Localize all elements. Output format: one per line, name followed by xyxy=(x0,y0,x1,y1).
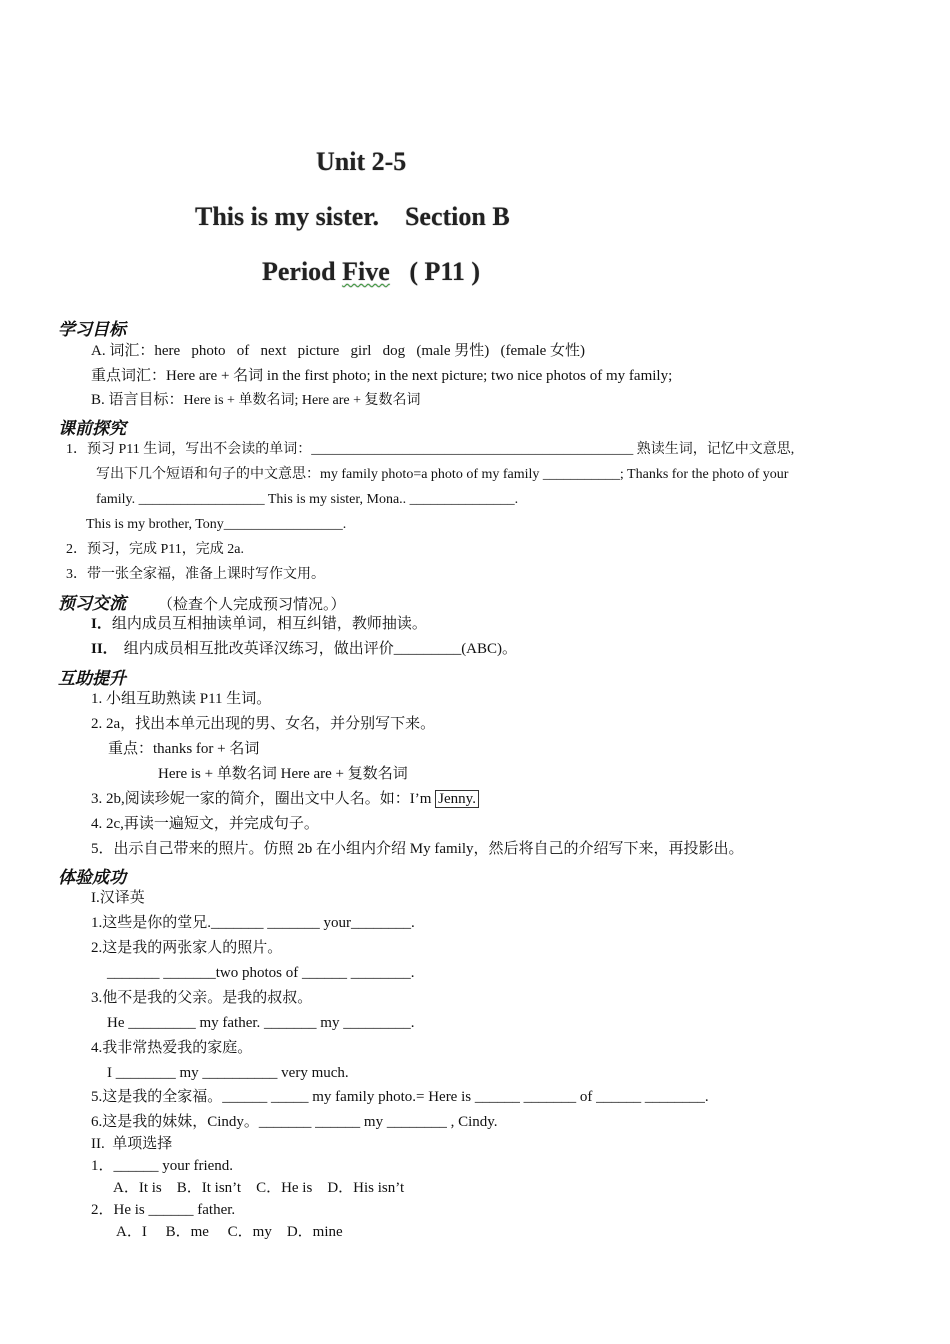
preview-item-1-cont2: family. __________________ This is my sister, Mona.. _______________. xyxy=(96,492,519,507)
heading-preview-exchange-text: 预习交流 xyxy=(58,594,126,614)
translate-q6: 6.这是我的妹妹，Cindy。_______ ______ my ________ , Cindy. xyxy=(91,1114,498,1130)
help-key-point-2: Here is + 单数名词 Here are + 复数名词 xyxy=(158,766,408,782)
help-item-4: 4. 2c,再读一遍短文，并完成句子。 xyxy=(91,816,319,832)
translate-q2: 2.这是我的两张家人的照片。 xyxy=(91,940,283,956)
choice-q1-options: A．It is B．It isn’t C．He is D．His isn’t xyxy=(113,1180,405,1196)
exchange-item-1-text: 组内成员互相抽读单词，相互纠错，教师抽读。 xyxy=(111,616,427,632)
translate-q4-answer: I ________ my __________ very much. xyxy=(107,1065,349,1081)
translate-q3: 3.他不是我的父亲。是我的叔叔。 xyxy=(91,990,313,1006)
heading-mutual-help: 互助提升 xyxy=(58,669,126,689)
part-2-title: II. 单项选择 xyxy=(91,1136,173,1152)
translate-q5: 5.这是我的全家福。______ _____ my family photo.= Here is ______ _______ of ______ ________. xyxy=(91,1089,709,1105)
circled-name-jenny: Jenny. xyxy=(435,790,479,808)
exchange-item-2-text: 组内成员相互批改英译汉练习，做出评价_________(ABC)。 xyxy=(123,641,518,657)
help-item-2: 2. 2a，找出本单元出现的男、女名，并分别写下来。 xyxy=(91,716,436,732)
choice-q2-options: A．I B．me C．my D．mine xyxy=(116,1224,343,1240)
preview-item-2: 2．预习，完成 P11，完成 2a. xyxy=(66,542,244,557)
help-key-point: 重点：thanks for + 名词 xyxy=(108,741,260,757)
help-item-5: 5．出示自己带来的照片。仿照 2b 在小组内介绍 My family，然后将自己的介绍写下来，再投影出。 xyxy=(91,841,744,857)
translate-q1: 1.这些是你的堂兄._______ _______ your________. xyxy=(91,915,415,931)
translate-q4: 4.我非常热爱我的家庭。 xyxy=(91,1040,253,1056)
heading-learning-goals: 学习目标 xyxy=(58,320,126,340)
translate-q3-answer: He _________ my father. _______ my _________. xyxy=(107,1015,415,1031)
help-item-3 xyxy=(91,789,479,809)
preview-item-1: 1．预习 P11 生词，写出不会读的单词：______________________________________________ 熟读生词，记忆中文意思, xyxy=(66,442,795,457)
heading-preview-exchange-note: （检查个人完成预习情况。） xyxy=(158,597,346,613)
exchange-item-2-num: II． xyxy=(91,641,118,657)
exchange-item-1-num: I． xyxy=(91,616,112,632)
help-item-3-text: 3. 2b,阅读珍妮一家的简介，圈出文中人名。如：I’m xyxy=(91,791,436,807)
goal-language-label: B. 语言目标： xyxy=(91,392,184,408)
goal-language-text: Here is + 单数名词; Here are + 复数名词 xyxy=(183,393,421,408)
period-title xyxy=(262,257,480,287)
goal-vocabulary: A. 词汇：here photo of next picture girl dog (male 男性) (female 女性) xyxy=(91,343,586,359)
lesson-title: This is my sister. Section B xyxy=(195,202,510,231)
choice-q2: 2．He is ______ father. xyxy=(91,1202,236,1218)
goal-key-words: 重点词汇：Here are + 名词 in the first photo; in the next picture; two nice photos of my family; xyxy=(91,368,673,384)
heading-preview-exchange xyxy=(58,589,346,614)
goal-language xyxy=(91,390,421,411)
period-label: Period xyxy=(262,257,343,286)
heading-experience-success: 体验成功 xyxy=(58,868,126,888)
part-1-title: I.汉译英 xyxy=(91,890,145,906)
choice-q1: 1．______ your friend. xyxy=(91,1158,234,1174)
unit-title: Unit 2-5 xyxy=(316,147,407,176)
preview-item-1-cont3: This is my brother, Tony_________________. xyxy=(86,517,347,532)
heading-preview-explore: 课前探究 xyxy=(58,419,126,439)
preview-item-1-cont: 写出下几个短语和句子的中文意思：my family photo=a photo of my family ___________; Thanks for the photo of your xyxy=(96,467,789,482)
exchange-item-1 xyxy=(91,614,427,634)
preview-item-3: 3．带一张全家福，准备上课时写作文用。 xyxy=(66,567,325,582)
period-page: ( P11 ) xyxy=(389,257,481,286)
period-number: Five xyxy=(342,257,390,286)
exchange-item-2 xyxy=(91,639,517,659)
translate-q2-answer: _______ _______two photos of ______ ________. xyxy=(107,965,415,981)
help-item-1: 1. 小组互助熟读 P11 生词。 xyxy=(91,691,272,707)
